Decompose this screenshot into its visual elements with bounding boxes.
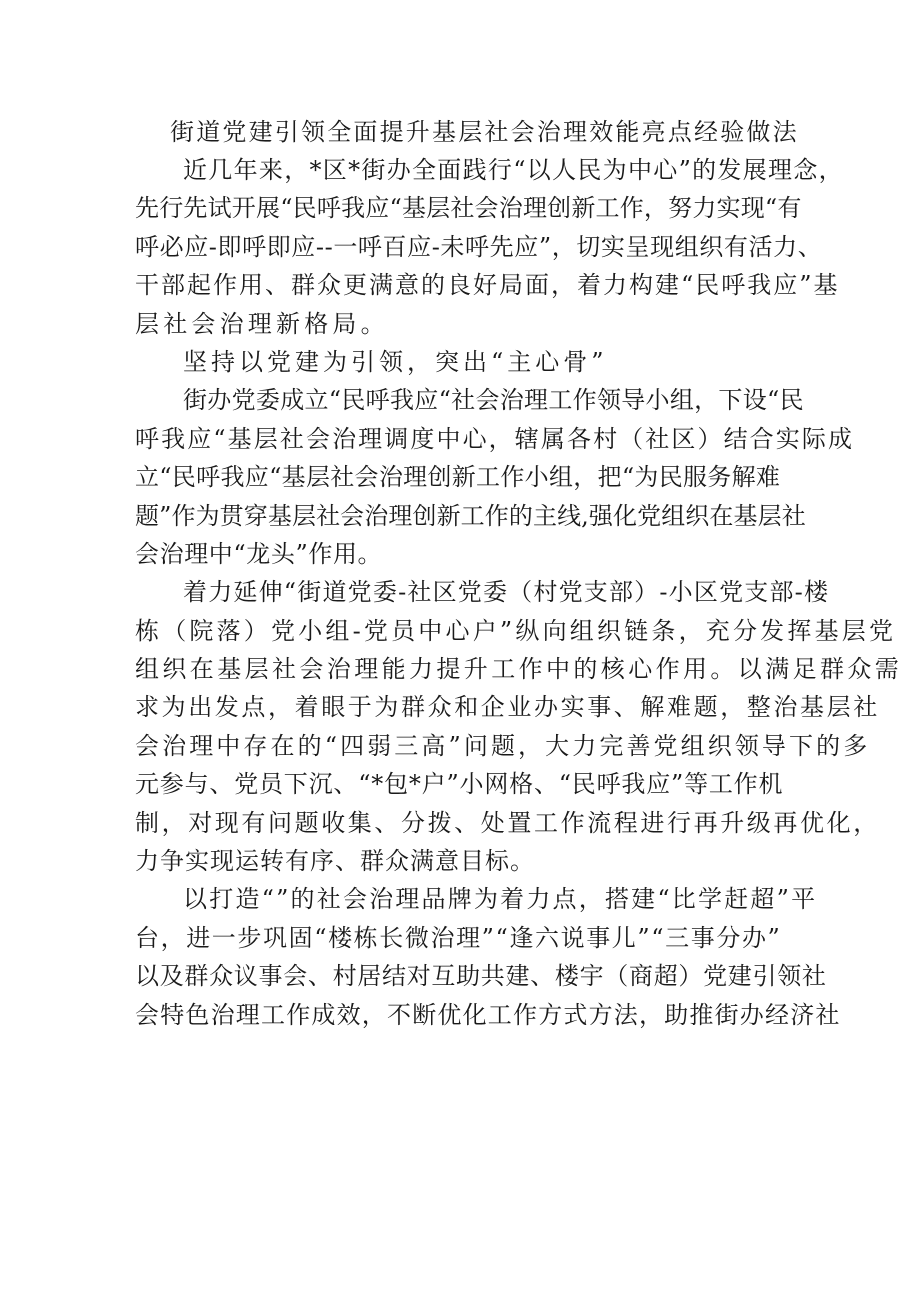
paragraph-4-line-3: 以及群众议事会、村居结对互助共建、楼宇（商超）党建引领社 bbox=[135, 962, 827, 991]
paragraph-1-line-4: 干部起作用、群众更满意的良好局面，着力构建“民呼我应”基 bbox=[135, 271, 840, 300]
paragraph-3-line-3: 组织在基层社会治理能力提升工作中的核心作用。以满足群众需 bbox=[135, 655, 903, 684]
paragraph-1-line-3: 呼必应-即呼即应--一呼百应-未呼先应”，切实呈现组织有活力、 bbox=[135, 232, 823, 261]
paragraph-1-line-1: 近几年来，*区*街办全面践行“以人民为中心”的发展理念， bbox=[183, 156, 844, 184]
paragraph-2-line-2: 呼我应“基层社会治理调度中心，辖属各村（社区）结合实际成 bbox=[135, 424, 855, 453]
paragraph-4-line-2: 台，进一步巩固“楼栋长微治理”“逢六说事儿”“三事分办” bbox=[135, 923, 782, 952]
document-body bbox=[135, 151, 903, 1034]
section-heading: 坚持以党建为引领，突出“主心骨” bbox=[183, 347, 608, 376]
paragraph-3-line-4: 求为出发点，着眼于为群众和企业办实事、解难题，整治基层社 bbox=[135, 693, 880, 722]
paragraph-3-line-7: 制，对现有问题收集、分拨、处置工作流程进行再升级再优化， bbox=[135, 808, 880, 837]
paragraph-4-line-4: 会特色治理工作成效，不断优化工作方式方法，助推街办经济社 bbox=[135, 1000, 841, 1029]
paragraph-3-line-6: 元参与、党员下沉、“*包*户”小网格、“民呼我应”等工作机 bbox=[135, 770, 784, 799]
paragraph-1-line-5: 层社会治理新格局。 bbox=[135, 309, 389, 338]
paragraph-3-line-5: 会治理中存在的“四弱三高”问题，大力完善党组织领导下的多 bbox=[135, 731, 871, 760]
paragraph-2-line-4: 题”作为贯穿基层社会治理创新工作的主线,强化党组织在基层社 bbox=[135, 501, 806, 530]
paragraph-3-line-8: 力争实现运转有序、群众满意目标。 bbox=[135, 847, 535, 876]
paragraph-3-line-1: 着力延伸“街道党委-社区党委（村党支部）-小区党支部-楼 bbox=[183, 578, 830, 607]
paragraph-2-line-5: 会治理中“龙头”作用。 bbox=[135, 539, 383, 568]
document-title: 街道党建引领全面提升基层社会治理效能亮点经验做法 bbox=[170, 118, 799, 146]
paragraph-1-line-2: 先行先试开展“民呼我应“基层社会治理创新工作，努力实现“有 bbox=[135, 194, 802, 223]
paragraph-2-line-3: 立“民呼我应“基层社会治理创新工作小组，把“为民服务解难 bbox=[135, 463, 781, 492]
paragraph-4-line-1: 以打造“”的社会治理品牌为着力点，搭建“比学赶超”平 bbox=[183, 885, 818, 914]
paragraph-3-line-2: 栋（院落）党小组-党员中心户”纵向组织链条，充分发挥基层党 bbox=[135, 616, 897, 645]
paragraph-2-line-1: 街办党委成立“民呼我应“社会治理工作领导小组，下设“民 bbox=[183, 386, 804, 415]
